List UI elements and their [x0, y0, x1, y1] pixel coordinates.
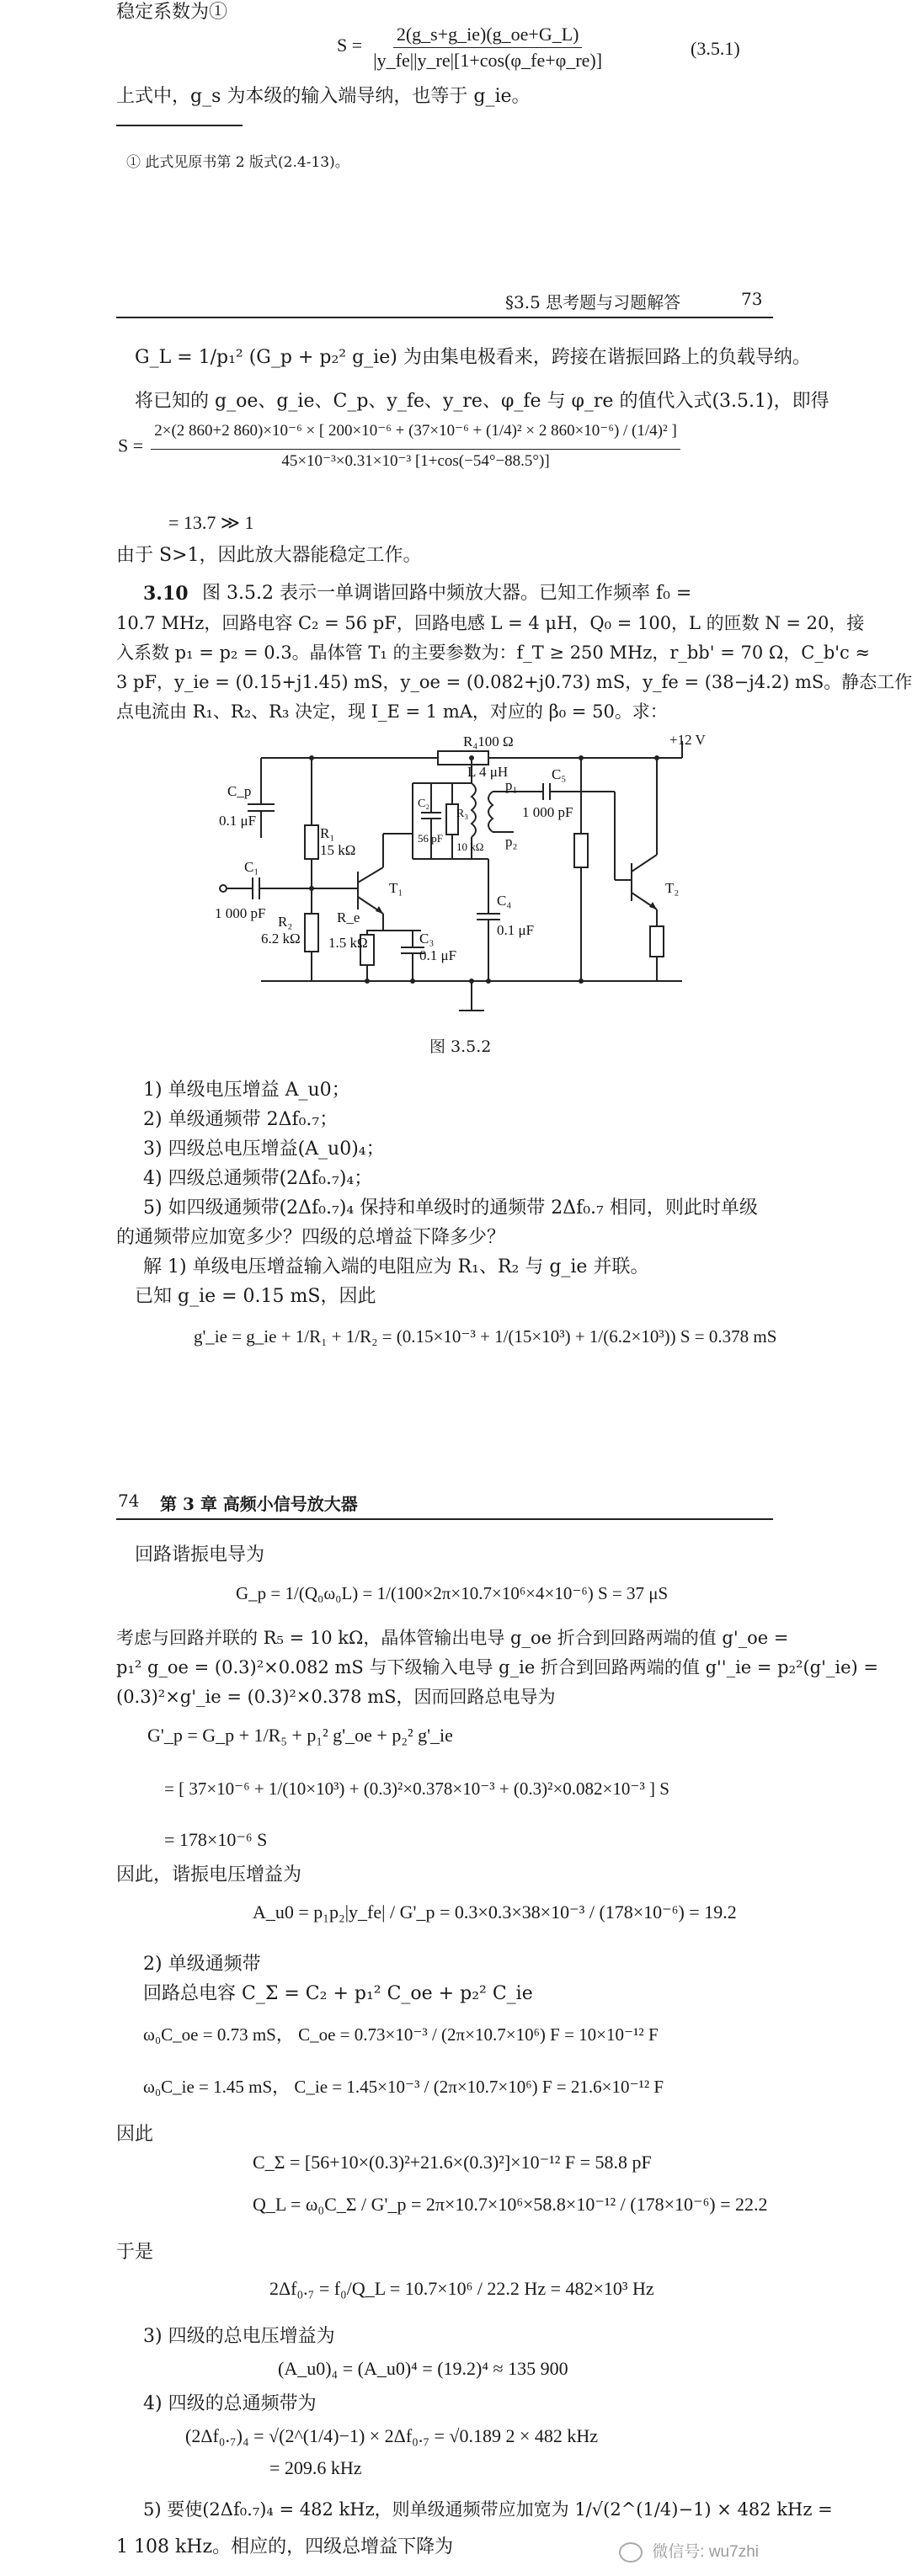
eq1-numerator: 2(g_s+g_ie)(g_oe+G_L) — [393, 24, 583, 48]
problem-line-1: 图 3.5.2 表示一单调谐回路中频放大器。已知工作频率 f₀ = — [202, 583, 692, 604]
page-number-73: 73 — [741, 289, 763, 309]
four-stage-bw-heading: 4) 四级的总通频带为 — [143, 2393, 317, 2414]
running-header-section: §3.5 思考题与习题解答 — [505, 292, 681, 312]
question-5: 5) 如四级通频带(2Δf₀.₇)₄ 保持和单级时的通频带 2Δf₀.₇ 相同，则此时单级 — [143, 1197, 758, 1219]
header-rule — [116, 317, 773, 318]
para-loading-3: (0.3)²×g'_ie = (0.3)²×0.378 mS，因而回路总电导为 — [116, 1687, 556, 1707]
question-5-cont: 的通频带应加宽多少？四级的总增益下降多少？ — [116, 1227, 506, 1248]
label-cp-value: 0.1 μF — [219, 813, 257, 829]
eq-3-5-1 — [337, 24, 609, 72]
label-r2-value: 6.2 kΩ — [261, 931, 301, 947]
csum-equation: C_Σ = [56+10×(0.3)²+21.6×(0.3)²]×10⁻¹² F = 58.8 pF — [253, 2152, 652, 2173]
s-lhs: S = — [118, 435, 144, 456]
header-rule-74 — [116, 1518, 773, 1520]
label-c2: C₂ — [418, 797, 430, 810]
au0-equation: A_u0 = p₁p₂|y_fe| / G'_p = 0.3×0.3×38×10⁻³ / (178×10⁻⁶) = 19.2 — [253, 1901, 737, 1923]
four-stage-bw-equation: (2Δf₀.₇)₄ = √(2^(1/4)−1) × 2Δf₀.₇ = √0.189 2 × 482 kHz — [185, 2425, 599, 2446]
gp-equation: G_p = 1/(Q₀ω₀L) = 1/(100×2π×10.7×10⁶×4×10⁻⁶) S = 37 μS — [236, 1583, 669, 1603]
label-cp: C_p — [227, 783, 252, 799]
para-loading-2: p₁² g_oe = (0.3)²×0.082 mS 与下级输入电导 g_ie 折合到回路两端的值 g''_ie = p₂²(g'_ie) = — [116, 1657, 878, 1677]
ql-equation: Q_L = ω₀C_Σ / G'_p = 2π×10.7×10⁶×58.8×10⁻¹² / (178×10⁻⁶) = 22.2 — [253, 2194, 768, 2215]
wechat-icon — [619, 2542, 643, 2563]
footnote-rule — [116, 125, 243, 126]
problem-line-2: 10.7 MHz，回路电容 C₂ = 56 pF，回路电感 L = 4 μH，Q₀ = 100，L 的匝数 N = 20，接 — [116, 613, 865, 633]
input-conductance-note: 上式中，g_s 为本级的输入端导纳，也等于 g_ie。 — [116, 86, 531, 107]
s-result: = 13.7 ≫ 1 — [168, 512, 254, 533]
s-denominator: 45×10⁻³×0.31×10⁻³ [1+cos(−54°−88.5°)] — [281, 452, 550, 470]
total-capacitance-line: 回路总电容 C_Σ = C₂ + p₁² C_oe + p₂² C_ie — [143, 1983, 533, 2004]
label-vcc: +12 V — [669, 732, 706, 748]
label-re: R_e — [337, 909, 360, 925]
problem-line-3: 入系数 p₁ = p₂ = 0.3。晶体管 T₁ 的主要参数为：f_T ≥ 250 MHz，r_bb' = 70 Ω，C_b'c ≈ — [116, 643, 871, 663]
known-gie: 已知 g_ie = 0.15 mS，因此 — [135, 1286, 376, 1307]
bandwidth-heading: 2) 单级通频带 — [143, 1954, 261, 1975]
question-2: 2) 单级通频带 2Δf₀.₇； — [143, 1109, 339, 1130]
thus-label: 因此 — [116, 2124, 154, 2145]
label-r2: R₂ — [278, 914, 293, 930]
eq1-lhs: S = — [337, 35, 363, 56]
s-fraction — [151, 421, 680, 471]
question-1: 1) 单级电压增益 A_u0； — [143, 1080, 350, 1101]
bandwidth-equation: 2Δf₀.₇ = f₀/Q_L = 10.7×10⁶ / 22.2 Hz = 482×10³ Hz — [269, 2278, 654, 2299]
label-r1-value: 15 kΩ — [320, 842, 356, 858]
label-r3: R₃ — [456, 808, 469, 820]
label-c4-value: 0.1 μF — [497, 922, 535, 938]
gain-intro: 因此，谐振电压增益为 — [116, 1864, 302, 1885]
label-re-value: 1.5 kΩ — [328, 935, 368, 951]
substitution-intro: 将已知的 g_oe、g_ie、C_p、y_fe、y_re、φ_fe 与 φ_re 的值代入式(3.5.1)，即得 — [135, 391, 829, 412]
gpp-equation: G'_p = G_p + 1/R₅ + p₁² g'_oe + p₂² g'_ie — [147, 1725, 453, 1746]
label-c5: C₅ — [552, 766, 567, 782]
four-stage-bw-result: = 209.6 kHz — [269, 2457, 362, 2478]
para-loading-1: 考虑与回路并联的 R₅ = 10 kΩ，晶体管输出电导 g_oe 折合到回路两端的值 g'_oe = — [116, 1628, 789, 1648]
problem-line-5: 点电流由 R₁、R₂、R₃ 决定，现 I_E = 1 mA，对应的 β₀ = 50。求： — [116, 701, 668, 722]
coe-equation: ω₀C_oe = 0.73 mS， C_oe = 0.73×10⁻³ / (2π×10.7×10⁶) F = 10×10⁻¹² F — [143, 2024, 659, 2045]
s-numerator: 2×(2 860+2 860)×10⁻⁶ × [ 200×10⁻⁶ + (37×10⁻⁶ + (1/4)² × 2 860×10⁻⁶) / (1/4)² ] — [151, 421, 680, 450]
resonant-conductance-intro: 回路谐振电导为 — [135, 1544, 265, 1565]
circuit-diagram — [211, 733, 716, 1019]
eq1-denominator: |y_fe||y_re|[1+cos(φ_fe+φ_re)] — [373, 50, 603, 71]
part5-line-2: 1 108 kHz。相应的，四级总增益下降为 — [116, 2536, 454, 2557]
four-stage-gain-equation: (A_u0)₄ = (A_u0)⁴ = (19.2)⁴ ≈ 135 900 — [278, 2358, 568, 2379]
wechat-watermark — [619, 2539, 759, 2563]
eq1-fraction — [370, 24, 605, 72]
gl-equation: G_L = 1/p₁² (G_p + p₂² g_ie) 为由集电极看来，跨接在谐振回路上的负载导纳。 — [135, 347, 811, 368]
gie-prime-equation: g'_ie = g_ie + 1/R₁ + 1/R₂ = (0.15×10⁻³ + 1/(15×10³) + 1/(6.2×10³)) S = 0.378 mS — [194, 1326, 777, 1347]
problem-number: 3.10 — [143, 583, 189, 605]
label-c2-value: 56 pF — [418, 832, 443, 845]
question-3: 3) 四级总电压增益(A_u0)₄； — [143, 1139, 385, 1160]
label-c5-value: 1 000 pF — [522, 804, 573, 820]
label-r4: R₄100 Ω — [463, 733, 514, 749]
label-c3: C₃ — [419, 931, 435, 947]
gpp-result: = 178×10⁻⁶ S — [164, 1829, 268, 1850]
watermark-text: 微信号: wu7zhi — [652, 2543, 759, 2561]
eq1-number: (3.5.1) — [691, 38, 740, 59]
stability-calculation — [118, 421, 684, 471]
label-c1: C₁ — [244, 859, 259, 875]
resistor-r4 — [438, 751, 488, 765]
stability-intro: 稳定系数为① — [116, 2, 228, 23]
label-c4: C₄ — [497, 893, 512, 909]
cie-equation: ω₀C_ie = 1.45 mS， C_ie = 1.45×10⁻³ / (2π×10.7×10⁶) F = 21.6×10⁻¹² F — [143, 2077, 664, 2097]
label-t1: T₁ — [389, 880, 403, 896]
stable-conclusion: 由于 S>1，因此放大器能稳定工作。 — [116, 545, 422, 566]
four-stage-gain-heading: 3) 四级的总电压增益为 — [143, 2326, 335, 2347]
question-4: 4) 四级总通频带(2Δf₀.₇)₄； — [143, 1168, 373, 1189]
problem-line-4: 3 pF，y_ie = (0.15+j1.45) mS，y_oe = (0.082+j0.73) mS，y_fe = (38−j4.2) mS。静态工作 — [116, 672, 912, 692]
label-c1-value: 1 000 pF — [215, 905, 266, 921]
label-p2: p₂ — [505, 834, 518, 850]
footnote: ① 此式见原书第 2 版式(2.4-13)。 — [126, 154, 349, 171]
solution-1: 解 1) 单级电压增益输入端的电阻应为 R₁、R₂ 与 g_ie 并联。 — [143, 1256, 649, 1277]
label-r1: R₁ — [320, 825, 335, 841]
so-label: 于是 — [116, 2242, 154, 2263]
running-header-chapter: 第 3 章 高频小信号放大器 — [160, 1494, 358, 1514]
figure-caption: 图 3.5.2 — [429, 1037, 492, 1056]
label-r3-value: 10 kΩ — [456, 840, 484, 853]
page-number-74: 74 — [118, 1491, 140, 1511]
gpp-value: = [ 37×10⁻⁶ + 1/(10×10³) + (0.3)²×0.378×10⁻³ + (0.3)²×0.082×10⁻³ ] S — [164, 1779, 669, 1799]
label-p1: p₁ — [505, 777, 518, 793]
part5-line: 5) 要使(2Δf₀.₇)₄ = 482 kHz，则单级通频带应加宽为 1/√(2^(1/4)−1) × 482 kHz = — [143, 2499, 833, 2520]
label-t2: T₂ — [665, 880, 680, 896]
label-l: L 4 μH — [467, 764, 509, 780]
label-c3-value: 0.1 μF — [419, 947, 457, 963]
